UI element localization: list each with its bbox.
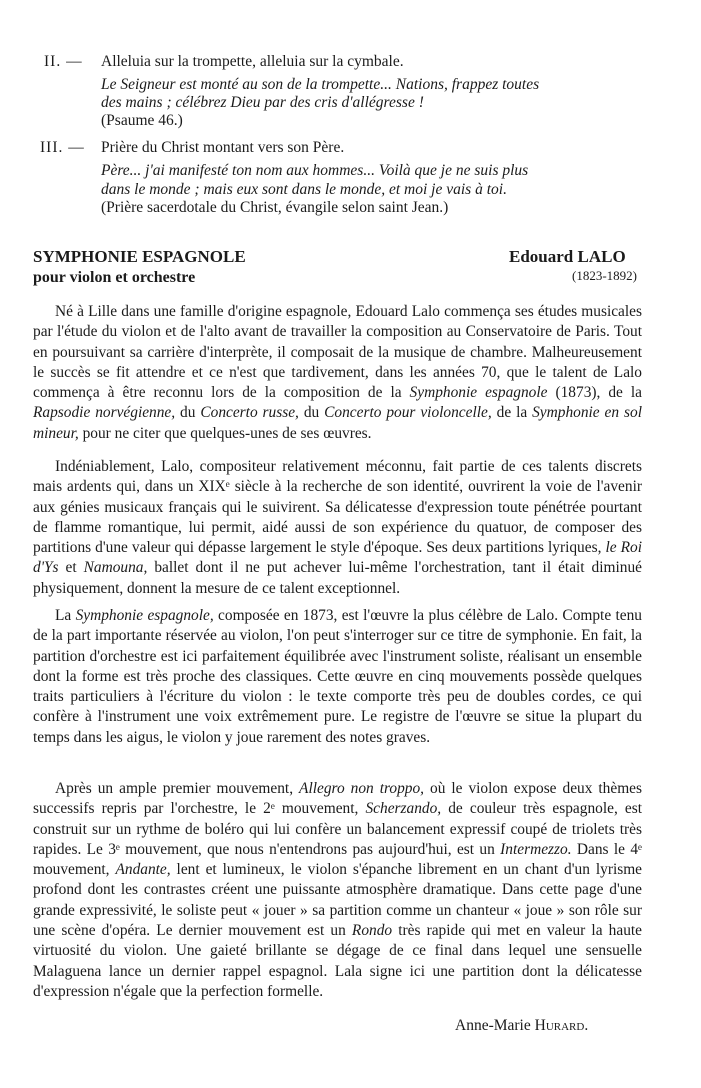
composer-name: Edouard LALO [509, 247, 626, 266]
body-paragraph [33, 779, 642, 1002]
text-run: et [58, 559, 84, 577]
quote-source: (Prière sacerdotale du Christ, évangile selon saint Jean.) [101, 199, 449, 216]
text-run: lent et lumineux, le violon s'épanche librement en un chant d'un lyrisme profond dont les contrastes créent une puissante atmosphère dramatique. Dans cette page d'une grande expressivité, le soliste peut « jouer » sa partition comme un chanteur « joue » son rôle sur une scène d'opéra. Le dernier mouvement est un [33, 861, 643, 940]
quote-line: dans le monde ; mais eux sont dans le monde, et moi je vais à toi. [101, 181, 507, 198]
body-paragraph [33, 302, 642, 444]
italic-run: Concerto pour violoncelle, [324, 404, 492, 422]
italic-run: Concerto russe, [200, 404, 299, 422]
text-run: très rapide qui met en valeur la haute virtuosité du violon. Une gaieté brillante se dégage de ce final dans lequel une sensuelle Malaguena lance un dernier rappel espagnol. Lala signe ici une partition dont la délicatesse d'expression n'égale que la perfection formelle. [33, 922, 643, 1000]
piece-title: SYMPHONIE ESPAGNOLE [33, 247, 246, 266]
section-title: Alleluia sur la trompette, alleluia sur la cymbale. [101, 53, 404, 70]
quote-line: Père... j'ai manifesté ton nom aux hommes... Voilà que je ne suis plus [101, 162, 529, 179]
italic-run: Namouna, [83, 559, 148, 577]
text-run: du [298, 404, 325, 422]
italic-run: Rondo [351, 922, 393, 940]
text-run: où le violon expose deux thèmes successifs repris par l'orchestre, le 2ᵉ mouvement, [33, 780, 642, 818]
composer-dates: (1823-1892) [572, 268, 637, 283]
italic-run: Symphonie espagnole, [75, 607, 214, 624]
italic-run: Intermezzo. [500, 840, 572, 858]
author-last-name: Hurard. [534, 1017, 589, 1034]
italic-run: Scherzando, [365, 800, 442, 818]
text-run: de la [491, 404, 533, 422]
italic-run: Rapsodie norvégienne, [33, 404, 176, 422]
quote-source: (Psaume 46.) [101, 112, 183, 129]
section-numeral: II. — [44, 53, 83, 70]
quote-line: Le Seigneur est monté au son de la trompette... Nations, frappez toutes [101, 76, 540, 93]
text-run: du [175, 404, 201, 422]
section-numeral: III. — [40, 139, 85, 156]
piece-subtitle: pour violon et orchestre [33, 269, 196, 286]
text-run: Indéniablement, Lalo, compositeur relativement méconnu, fait partie de ces talents discrets mais ardents qui, dans un XIXᵉ siècle à la recherche de son identité, ouvrirent la voie de l'avenir aux génies musicaux français qui le suivirent. Sa délicatesse d'expression toute pénétrée pourtant de flamme romantique, lui permit, aidé aussi de son expérience du quatuor, de composer des partitions d'une valeur qui dépasse largement le style d'époque. Ses deux partitions lyriques, [33, 458, 642, 557]
body-paragraph [33, 606, 642, 748]
italic-run: Allegro non troppo, [299, 780, 425, 797]
text-run: (1873), de la [547, 384, 642, 402]
italic-run: Symphonie espagnole [409, 384, 548, 402]
text-run: Dans le 4ᵉ mouvement, [33, 840, 643, 879]
author-first-name: Anne-Marie [455, 1017, 535, 1034]
italic-run: Andante, [115, 861, 171, 879]
text-run: ballet dont il ne put achever lui-même l'orchestration, tant il était diminué physiquement, donnent la mesure de ce talent exceptionnel. [33, 559, 642, 597]
text-run: de couleur très espagnole, est construit sur un rythme de boléro qui lui confère un balancement expressif coupé de triolets très rapides. Le 3ᵉ mouvement, que nous n'entendrons pas aujourd'hui, est un [33, 800, 642, 858]
text-run: composée en 1873, est l'œuvre la plus célèbre de Lalo. Compte tenu de la part importante réservée au violon, l'on peut s'interroger sur ce titre de symphonie. En fait, la partition d'orchestre est ici parfaitement équilibrée avec l'instrument soliste, réalisant un ensemble dont la forme est très proche des classiques. Cette œuvre en cinq mouvements possède quelques traits particuliers à l'écriture du violon : le texte comporte très peu de doubles cordes, ce qui confère à l'instrument une voix extrêmement pure. Le registre de l'œuvre se situe la plupart du temps dans les aigus, le violon y joue rarement des notes graves. [33, 607, 642, 746]
text-run: La [55, 607, 76, 624]
text-run: Né à Lille dans une famille d'origine espagnole, Edouard Lalo commença ses études musicales par l'étude du violon et de l'alto avant de travailler la composition au Conservatoire de Paris. Tout en poursuivant sa carrière d'interprète, il composait de la musique de chambre. Malheureusement le succès se fit attendre et ce n'est que tardivement, dans les années 70, que le talent de Lalo commença à être reconnu lors de la composition de la [33, 303, 642, 402]
author-signature [455, 1016, 588, 1036]
body-paragraph [33, 457, 642, 599]
section-title: Prière du Christ montant vers son Père. [101, 139, 345, 156]
quote-line: des mains ; célébrez Dieu par des cris d'allégresse ! [101, 94, 424, 111]
italic-run: le Roi d'Ys [33, 539, 642, 577]
italic-run: Symphonie en sol mineur, [33, 404, 642, 442]
text-run: Après un ample premier mouvement, [55, 780, 300, 797]
text-run: pour ne citer que quelques-unes de ses œuvres. [78, 424, 372, 442]
